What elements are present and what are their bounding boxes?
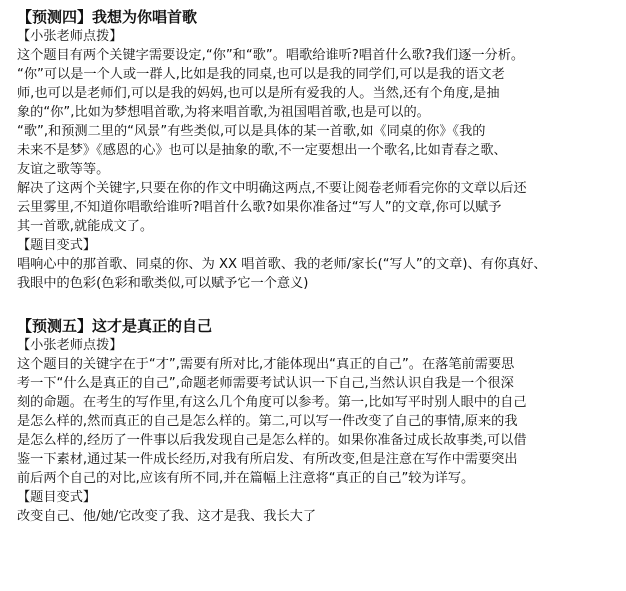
- tip-line: 未来不是梦》《感恩的心》也可以是抽象的歌,不一定要想出一个歌名,比如青春之歌、: [17, 143, 507, 158]
- tip-line: “你”可以是一个人或一群人,比如是我的同桌,也可以是我的同学们,可以是我的语文老: [17, 67, 505, 82]
- section-prediction-5: [17, 317, 613, 526]
- tip-line: 这个题目有两个关键字需要设定,“你”和“歌”。唱歌给谁听?唱首什么歌?我们逐一分析。: [17, 48, 525, 63]
- tip-line: 考一下“什么是真正的自己”,命题老师需要考试认识一下自己,当然认识自我是一个很深: [17, 376, 514, 391]
- section-prediction-4: [17, 8, 613, 293]
- tip-label: 【小张老师点拨】: [17, 338, 123, 353]
- tip-line: 鉴一下素材,通过某一件成长经历,对我有所启发、有所改变,但是注意在写作中需要突出: [17, 452, 518, 467]
- section-title: 【预测四】我想为你唱首歌: [17, 8, 198, 26]
- variant-line: 我眼中的色彩(色彩和歌类似,可以赋予它一个意义): [17, 276, 309, 291]
- tip-line: 解决了这两个关键字,只要在你的作文中明确这两点,不要让阅卷老师看完你的文章以后还: [17, 181, 527, 196]
- variant-line: 唱响心中的那首歌、同桌的你、为 XX 唱首歌、我的老师/家长(“写人”的文章)、有你真好、: [17, 257, 547, 272]
- tip-line: 是怎么样的,经历了一件事以后我发现自己是怎么样的。如果你准备过成长故事类,可以借: [17, 433, 527, 448]
- tip-line: 其一首歌,就能成文了。: [17, 219, 154, 234]
- section-spacer: [17, 293, 613, 317]
- tip-line: 象的“你”,比如为梦想唱首歌,为将来唱首歌,为祖国唱首歌,也是可以的。: [17, 105, 430, 120]
- tip-line: 这个题目的关键字在于“才”,需要有所对比,才能体现出“真正的自己”。在落笔前需要思: [17, 357, 515, 372]
- tip-line: 是怎么样的,然而真正的自己是怎么样的。第二,可以写一件改变了自己的事情,原来的我: [17, 414, 518, 429]
- tip-label: 【小张老师点拨】: [17, 29, 123, 44]
- section-title: 【预测五】这才是真正的自己: [17, 317, 213, 335]
- tip-line: 前后两个自己的对比,应该有所不同,并在篇幅上注意将“真正的自己”较为详写。: [17, 471, 475, 486]
- tip-line: 友谊之歌等等。: [17, 162, 110, 177]
- tip-line: “歌”,和预测二里的“风景”有些类似,可以是具体的某一首歌,如《同桌的你》《我的: [17, 124, 486, 139]
- variant-label: 【题目变式】: [17, 238, 97, 253]
- tip-line: 刻的命题。在考生的写作里,有这么几个角度可以参考。第一,比如写平时别人眼中的自己: [17, 395, 527, 410]
- tip-line: 师,也可以是老师们,可以是我的妈妈,也可以是所有爱我的人。当然,还有个角度,是抽: [17, 86, 500, 101]
- tip-line: 云里雾里,不知道你唱歌给谁听?唱首什么歌?如果你准备过“写人”的文章,你可以赋予: [17, 200, 502, 215]
- variant-label: 【题目变式】: [17, 490, 97, 505]
- variant-line: 改变自己、他/她/它改变了我、这才是我、我长大了: [17, 509, 317, 524]
- document: [17, 8, 613, 526]
